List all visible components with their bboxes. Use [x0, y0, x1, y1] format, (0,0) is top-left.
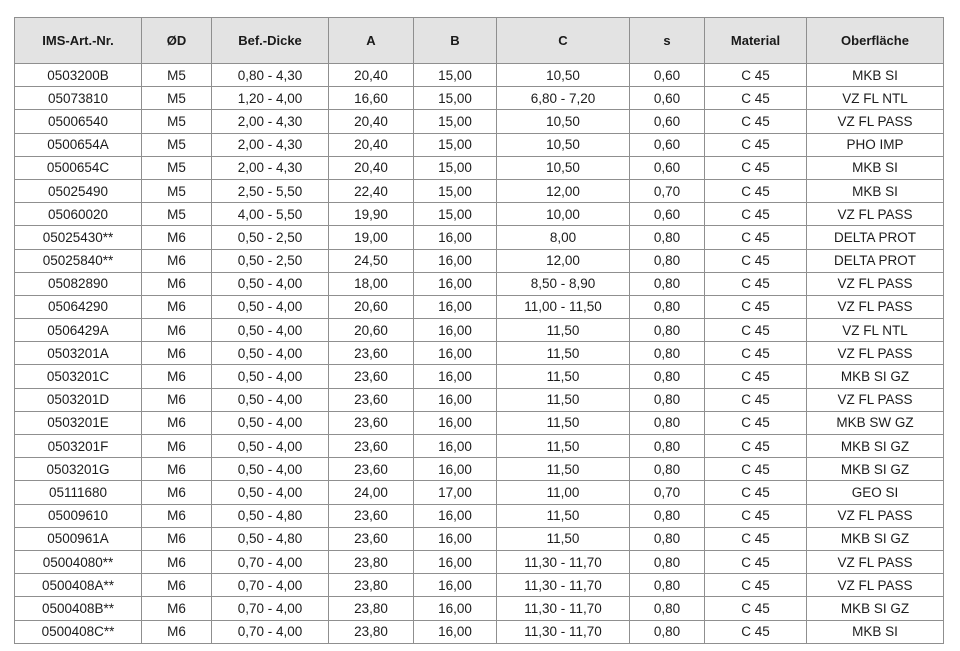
cell-surface: MKB SI — [807, 64, 944, 87]
cell-surface: MKB SI GZ — [807, 458, 944, 481]
cell-a: 19,90 — [329, 203, 414, 226]
table-row — [15, 179, 944, 202]
cell-c: 8,50 - 8,90 — [497, 272, 630, 295]
table-row — [15, 87, 944, 110]
table-header — [15, 18, 944, 64]
cell-surface: VZ FL PASS — [807, 550, 944, 573]
table-row — [15, 226, 944, 249]
cell-c: 10,50 — [497, 156, 630, 179]
cell-material: C 45 — [705, 133, 807, 156]
cell-c: 11,00 — [497, 481, 630, 504]
cell-a: 24,00 — [329, 481, 414, 504]
cell-a: 23,60 — [329, 504, 414, 527]
cell-s: 0,80 — [630, 527, 705, 550]
cell-mounting-thickness: 0,50 - 4,00 — [212, 481, 329, 504]
cell-a: 23,80 — [329, 550, 414, 573]
cell-diameter: M6 — [142, 272, 212, 295]
cell-b: 15,00 — [414, 203, 497, 226]
cell-diameter: M6 — [142, 458, 212, 481]
cell-diameter: M5 — [142, 87, 212, 110]
cell-s: 0,60 — [630, 64, 705, 87]
cell-surface: MKB SW GZ — [807, 411, 944, 434]
cell-b: 16,00 — [414, 342, 497, 365]
cell-material: C 45 — [705, 388, 807, 411]
cell-s: 0,80 — [630, 597, 705, 620]
cell-s: 0,80 — [630, 249, 705, 272]
cell-a: 20,60 — [329, 319, 414, 342]
cell-mounting-thickness: 4,00 - 5,50 — [212, 203, 329, 226]
table-row — [15, 527, 944, 550]
cell-b: 15,00 — [414, 179, 497, 202]
cell-diameter: M6 — [142, 435, 212, 458]
table-row — [15, 574, 944, 597]
cell-surface: MKB SI — [807, 179, 944, 202]
cell-s: 0,80 — [630, 458, 705, 481]
cell-surface: VZ FL NTL — [807, 319, 944, 342]
cell-b: 16,00 — [414, 527, 497, 550]
cell-a: 18,00 — [329, 272, 414, 295]
cell-b: 16,00 — [414, 226, 497, 249]
cell-s: 0,70 — [630, 179, 705, 202]
cell-a: 23,60 — [329, 458, 414, 481]
cell-material: C 45 — [705, 319, 807, 342]
cell-article-number: 05006540 — [15, 110, 142, 133]
cell-material: C 45 — [705, 365, 807, 388]
cell-mounting-thickness: 0,50 - 4,00 — [212, 319, 329, 342]
cell-s: 0,60 — [630, 87, 705, 110]
header-material: Material — [705, 18, 807, 64]
cell-mounting-thickness: 0,50 - 4,00 — [212, 295, 329, 318]
cell-surface: GEO SI — [807, 481, 944, 504]
cell-mounting-thickness: 0,50 - 4,00 — [212, 365, 329, 388]
cell-mounting-thickness: 2,00 - 4,30 — [212, 156, 329, 179]
table-row — [15, 620, 944, 643]
cell-a: 23,60 — [329, 435, 414, 458]
cell-a: 20,60 — [329, 295, 414, 318]
cell-material: C 45 — [705, 342, 807, 365]
cell-material: C 45 — [705, 87, 807, 110]
header-c: C — [497, 18, 630, 64]
cell-s: 0,80 — [630, 574, 705, 597]
cell-c: 6,80 - 7,20 — [497, 87, 630, 110]
cell-diameter: M6 — [142, 550, 212, 573]
cell-material: C 45 — [705, 411, 807, 434]
cell-surface: VZ FL PASS — [807, 203, 944, 226]
header-row — [15, 18, 944, 64]
cell-c: 12,00 — [497, 249, 630, 272]
cell-mounting-thickness: 0,50 - 4,00 — [212, 435, 329, 458]
cell-mounting-thickness: 0,50 - 4,00 — [212, 411, 329, 434]
table-row — [15, 133, 944, 156]
cell-material: C 45 — [705, 226, 807, 249]
product-table-container — [14, 17, 943, 644]
table-row — [15, 481, 944, 504]
cell-c: 11,50 — [497, 527, 630, 550]
cell-diameter: M6 — [142, 411, 212, 434]
cell-b: 16,00 — [414, 435, 497, 458]
cell-c: 11,00 - 11,50 — [497, 295, 630, 318]
cell-s: 0,80 — [630, 411, 705, 434]
cell-material: C 45 — [705, 481, 807, 504]
table-row — [15, 550, 944, 573]
cell-diameter: M5 — [142, 110, 212, 133]
cell-diameter: M6 — [142, 295, 212, 318]
header-mounting-thickness: Bef.-Dicke — [212, 18, 329, 64]
cell-b: 15,00 — [414, 87, 497, 110]
cell-a: 20,40 — [329, 133, 414, 156]
cell-diameter: M6 — [142, 527, 212, 550]
cell-article-number: 0503201G — [15, 458, 142, 481]
cell-c: 11,50 — [497, 458, 630, 481]
cell-s: 0,80 — [630, 226, 705, 249]
cell-c: 11,50 — [497, 435, 630, 458]
cell-surface: VZ FL PASS — [807, 295, 944, 318]
cell-diameter: M6 — [142, 342, 212, 365]
table-row — [15, 597, 944, 620]
table-row — [15, 342, 944, 365]
cell-s: 0,80 — [630, 388, 705, 411]
table-row — [15, 64, 944, 87]
cell-s: 0,80 — [630, 272, 705, 295]
cell-mounting-thickness: 0,50 - 4,80 — [212, 504, 329, 527]
cell-article-number: 05025430** — [15, 226, 142, 249]
cell-surface: DELTA PROT — [807, 226, 944, 249]
table-row — [15, 110, 944, 133]
cell-article-number: 0503201C — [15, 365, 142, 388]
cell-article-number: 05111680 — [15, 481, 142, 504]
cell-mounting-thickness: 0,50 - 4,00 — [212, 342, 329, 365]
cell-b: 16,00 — [414, 388, 497, 411]
cell-b: 16,00 — [414, 249, 497, 272]
cell-material: C 45 — [705, 620, 807, 643]
cell-a: 23,80 — [329, 597, 414, 620]
cell-mounting-thickness: 2,00 - 4,30 — [212, 110, 329, 133]
cell-diameter: M5 — [142, 64, 212, 87]
cell-material: C 45 — [705, 574, 807, 597]
cell-a: 23,60 — [329, 388, 414, 411]
cell-c: 11,30 - 11,70 — [497, 620, 630, 643]
cell-c: 11,30 - 11,70 — [497, 597, 630, 620]
cell-s: 0,80 — [630, 319, 705, 342]
cell-article-number: 0503200B — [15, 64, 142, 87]
cell-material: C 45 — [705, 64, 807, 87]
cell-mounting-thickness: 0,70 - 4,00 — [212, 597, 329, 620]
cell-material: C 45 — [705, 597, 807, 620]
cell-diameter: M6 — [142, 597, 212, 620]
cell-c: 10,50 — [497, 133, 630, 156]
cell-diameter: M5 — [142, 133, 212, 156]
cell-surface: MKB SI — [807, 620, 944, 643]
cell-a: 16,60 — [329, 87, 414, 110]
cell-article-number: 0500961A — [15, 527, 142, 550]
cell-article-number: 0503201D — [15, 388, 142, 411]
cell-mounting-thickness: 0,80 - 4,30 — [212, 64, 329, 87]
cell-mounting-thickness: 0,70 - 4,00 — [212, 574, 329, 597]
cell-diameter: M6 — [142, 249, 212, 272]
cell-article-number: 05064290 — [15, 295, 142, 318]
cell-surface: VZ FL PASS — [807, 574, 944, 597]
cell-mounting-thickness: 0,70 - 4,00 — [212, 550, 329, 573]
cell-mounting-thickness: 0,50 - 4,00 — [212, 458, 329, 481]
cell-surface: VZ FL PASS — [807, 504, 944, 527]
cell-s: 0,80 — [630, 550, 705, 573]
header-article-number: IMS-Art.-Nr. — [15, 18, 142, 64]
cell-c: 10,50 — [497, 64, 630, 87]
cell-a: 24,50 — [329, 249, 414, 272]
cell-b: 16,00 — [414, 597, 497, 620]
cell-surface: VZ FL PASS — [807, 272, 944, 295]
cell-material: C 45 — [705, 110, 807, 133]
cell-article-number: 05009610 — [15, 504, 142, 527]
cell-a: 23,80 — [329, 620, 414, 643]
cell-mounting-thickness: 0,70 - 4,00 — [212, 620, 329, 643]
cell-article-number: 0506429A — [15, 319, 142, 342]
cell-article-number: 05073810 — [15, 87, 142, 110]
cell-article-number: 0503201A — [15, 342, 142, 365]
cell-surface: DELTA PROT — [807, 249, 944, 272]
cell-article-number: 05060020 — [15, 203, 142, 226]
cell-s: 0,80 — [630, 504, 705, 527]
cell-mounting-thickness: 0,50 - 2,50 — [212, 249, 329, 272]
cell-b: 16,00 — [414, 365, 497, 388]
table-row — [15, 319, 944, 342]
cell-diameter: M6 — [142, 388, 212, 411]
cell-mounting-thickness: 0,50 - 4,00 — [212, 272, 329, 295]
cell-a: 19,00 — [329, 226, 414, 249]
product-spec-table — [14, 17, 944, 644]
cell-s: 0,80 — [630, 620, 705, 643]
cell-surface: MKB SI GZ — [807, 597, 944, 620]
cell-c: 11,30 - 11,70 — [497, 550, 630, 573]
cell-c: 11,50 — [497, 411, 630, 434]
cell-surface: VZ FL PASS — [807, 342, 944, 365]
cell-material: C 45 — [705, 272, 807, 295]
cell-s: 0,70 — [630, 481, 705, 504]
cell-a: 23,80 — [329, 574, 414, 597]
cell-material: C 45 — [705, 295, 807, 318]
cell-c: 11,50 — [497, 365, 630, 388]
cell-c: 12,00 — [497, 179, 630, 202]
cell-diameter: M5 — [142, 179, 212, 202]
cell-c: 11,50 — [497, 319, 630, 342]
cell-b: 16,00 — [414, 620, 497, 643]
cell-b: 17,00 — [414, 481, 497, 504]
cell-a: 20,40 — [329, 110, 414, 133]
table-row — [15, 295, 944, 318]
cell-a: 23,60 — [329, 411, 414, 434]
cell-s: 0,80 — [630, 435, 705, 458]
cell-b: 16,00 — [414, 295, 497, 318]
cell-article-number: 05082890 — [15, 272, 142, 295]
cell-mounting-thickness: 0,50 - 2,50 — [212, 226, 329, 249]
cell-surface: VZ FL PASS — [807, 388, 944, 411]
cell-surface: PHO IMP — [807, 133, 944, 156]
cell-material: C 45 — [705, 435, 807, 458]
cell-article-number: 05004080** — [15, 550, 142, 573]
cell-article-number: 0503201F — [15, 435, 142, 458]
cell-a: 20,40 — [329, 64, 414, 87]
cell-s: 0,80 — [630, 342, 705, 365]
cell-b: 15,00 — [414, 110, 497, 133]
cell-b: 16,00 — [414, 550, 497, 573]
cell-mounting-thickness: 0,50 - 4,00 — [212, 388, 329, 411]
table-row — [15, 504, 944, 527]
cell-material: C 45 — [705, 249, 807, 272]
cell-a: 20,40 — [329, 156, 414, 179]
cell-article-number: 0500408C** — [15, 620, 142, 643]
cell-diameter: M6 — [142, 574, 212, 597]
cell-c: 11,50 — [497, 342, 630, 365]
cell-diameter: M6 — [142, 365, 212, 388]
cell-diameter: M6 — [142, 504, 212, 527]
cell-b: 15,00 — [414, 64, 497, 87]
cell-a: 23,60 — [329, 527, 414, 550]
cell-article-number: 0500408B** — [15, 597, 142, 620]
cell-surface: MKB SI GZ — [807, 365, 944, 388]
cell-a: 22,40 — [329, 179, 414, 202]
cell-c: 11,50 — [497, 504, 630, 527]
cell-surface: MKB SI — [807, 156, 944, 179]
cell-diameter: M6 — [142, 620, 212, 643]
table-row — [15, 365, 944, 388]
cell-mounting-thickness: 1,20 - 4,00 — [212, 87, 329, 110]
cell-a: 23,60 — [329, 342, 414, 365]
cell-article-number: 0500654A — [15, 133, 142, 156]
table-row — [15, 249, 944, 272]
cell-c: 11,50 — [497, 388, 630, 411]
table-row — [15, 272, 944, 295]
table-row — [15, 203, 944, 226]
header-s: s — [630, 18, 705, 64]
cell-diameter: M6 — [142, 319, 212, 342]
cell-c: 11,30 - 11,70 — [497, 574, 630, 597]
cell-surface: VZ FL NTL — [807, 87, 944, 110]
cell-b: 16,00 — [414, 272, 497, 295]
cell-s: 0,60 — [630, 110, 705, 133]
header-diameter: ØD — [142, 18, 212, 64]
cell-s: 0,60 — [630, 156, 705, 179]
cell-material: C 45 — [705, 504, 807, 527]
table-body — [15, 64, 944, 644]
table-row — [15, 411, 944, 434]
table-row — [15, 156, 944, 179]
cell-c: 10,00 — [497, 203, 630, 226]
cell-b: 16,00 — [414, 574, 497, 597]
cell-article-number: 0500654C — [15, 156, 142, 179]
cell-a: 23,60 — [329, 365, 414, 388]
cell-diameter: M6 — [142, 481, 212, 504]
cell-article-number: 0500408A** — [15, 574, 142, 597]
cell-b: 16,00 — [414, 458, 497, 481]
cell-b: 15,00 — [414, 156, 497, 179]
table-row — [15, 388, 944, 411]
cell-s: 0,80 — [630, 295, 705, 318]
table-row — [15, 435, 944, 458]
cell-s: 0,80 — [630, 365, 705, 388]
cell-b: 15,00 — [414, 133, 497, 156]
cell-diameter: M5 — [142, 203, 212, 226]
cell-b: 16,00 — [414, 504, 497, 527]
cell-surface: VZ FL PASS — [807, 110, 944, 133]
cell-material: C 45 — [705, 458, 807, 481]
cell-material: C 45 — [705, 179, 807, 202]
cell-article-number: 05025840** — [15, 249, 142, 272]
cell-article-number: 05025490 — [15, 179, 142, 202]
cell-mounting-thickness: 2,50 - 5,50 — [212, 179, 329, 202]
cell-surface: MKB SI GZ — [807, 435, 944, 458]
cell-b: 16,00 — [414, 411, 497, 434]
cell-diameter: M5 — [142, 156, 212, 179]
cell-mounting-thickness: 0,50 - 4,80 — [212, 527, 329, 550]
cell-c: 10,50 — [497, 110, 630, 133]
cell-mounting-thickness: 2,00 - 4,30 — [212, 133, 329, 156]
header-b: B — [414, 18, 497, 64]
cell-s: 0,60 — [630, 203, 705, 226]
cell-s: 0,60 — [630, 133, 705, 156]
cell-c: 8,00 — [497, 226, 630, 249]
header-surface: Oberfläche — [807, 18, 944, 64]
cell-diameter: M6 — [142, 226, 212, 249]
header-a: A — [329, 18, 414, 64]
table-row — [15, 458, 944, 481]
cell-material: C 45 — [705, 550, 807, 573]
cell-b: 16,00 — [414, 319, 497, 342]
cell-article-number: 0503201E — [15, 411, 142, 434]
cell-material: C 45 — [705, 203, 807, 226]
cell-surface: MKB SI GZ — [807, 527, 944, 550]
cell-material: C 45 — [705, 156, 807, 179]
cell-material: C 45 — [705, 527, 807, 550]
